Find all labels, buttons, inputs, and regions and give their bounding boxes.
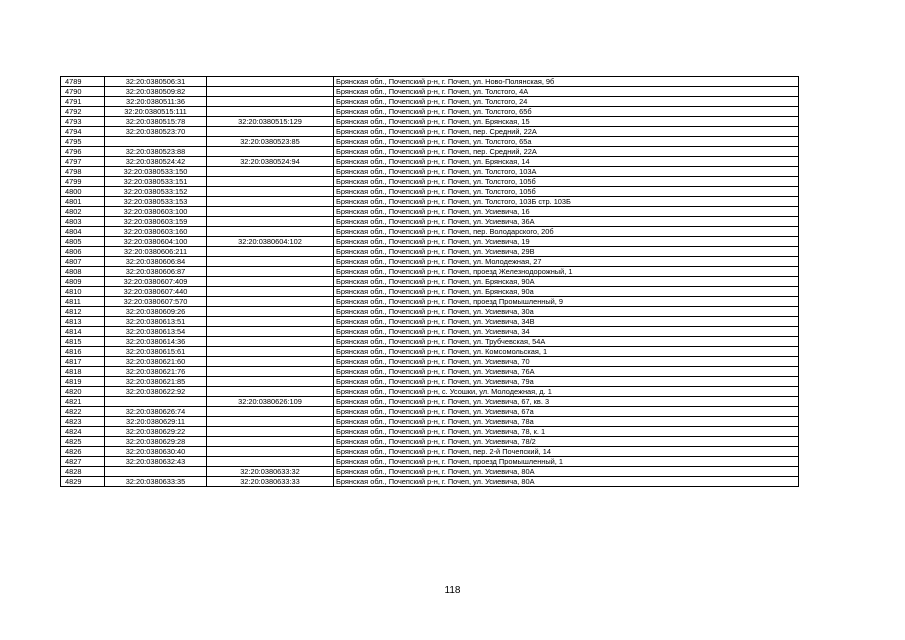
table-row xyxy=(61,137,799,147)
cadastral-number-cell: 32:20:0380509:82 xyxy=(105,87,207,97)
row-number-cell: 4820 xyxy=(61,387,105,397)
row-number-cell: 4804 xyxy=(61,227,105,237)
address-cell: Брянская обл., Почепский р-н, г. Почеп, ул. Усиевича, 80А xyxy=(334,467,799,477)
table-row xyxy=(61,237,799,247)
address-cell: Брянская обл., Почепский р-н, г. Почеп, ул. Усиевича, 79а xyxy=(334,377,799,387)
linked-cadastral-number-cell xyxy=(207,417,334,427)
row-number-cell: 4817 xyxy=(61,357,105,367)
cadastral-number-cell: 32:20:0380629:28 xyxy=(105,437,207,447)
table-row xyxy=(61,417,799,427)
table-row xyxy=(61,477,799,487)
address-cell: Брянская обл., Почепский р-н, г. Почеп, ул. Усиевича, 30а xyxy=(334,307,799,317)
row-number-cell: 4814 xyxy=(61,327,105,337)
table-row xyxy=(61,287,799,297)
address-cell: Брянская обл., Почепский р-н, г. Почеп, ул. Трубчевская, 54А xyxy=(334,337,799,347)
row-number-cell: 4822 xyxy=(61,407,105,417)
cadastral-number-cell: 32:20:0380629:22 xyxy=(105,427,207,437)
linked-cadastral-number-cell xyxy=(207,227,334,237)
address-cell: Брянская обл., Почепский р-н, г. Почеп, ул. Усиевича, 67а xyxy=(334,407,799,417)
linked-cadastral-number-cell: 32:20:0380633:33 xyxy=(207,477,334,487)
row-number-cell: 4795 xyxy=(61,137,105,147)
cadastral-number-cell: 32:20:0380603:100 xyxy=(105,207,207,217)
table-row xyxy=(61,427,799,437)
address-cell: Брянская обл., Почепский р-н, г. Почеп, пер. Средний, 22А xyxy=(334,127,799,137)
cadastral-number-cell: 32:20:0380533:150 xyxy=(105,167,207,177)
cadastral-number-cell: 32:20:0380515:111 xyxy=(105,107,207,117)
address-cell: Брянская обл., Почепский р-н, г. Почеп, ул. Усиевича, 16 xyxy=(334,207,799,217)
linked-cadastral-number-cell xyxy=(207,387,334,397)
table-row xyxy=(61,317,799,327)
linked-cadastral-number-cell xyxy=(207,447,334,457)
linked-cadastral-number-cell xyxy=(207,357,334,367)
row-number-cell: 4810 xyxy=(61,287,105,297)
row-number-cell: 4805 xyxy=(61,237,105,247)
table-row xyxy=(61,457,799,467)
linked-cadastral-number-cell: 32:20:0380626:109 xyxy=(207,397,334,407)
cadastral-number-cell: 32:20:0380633:35 xyxy=(105,477,207,487)
table-row xyxy=(61,327,799,337)
address-cell: Брянская обл., Почепский р-н, г. Почеп, ул. Ново-Полянская, 9б xyxy=(334,77,799,87)
row-number-cell: 4792 xyxy=(61,107,105,117)
linked-cadastral-number-cell xyxy=(207,147,334,157)
table-row xyxy=(61,307,799,317)
cadastral-number-cell: 32:20:0380515:78 xyxy=(105,117,207,127)
row-number-cell: 4798 xyxy=(61,167,105,177)
linked-cadastral-number-cell: 32:20:0380515:129 xyxy=(207,117,334,127)
registry-table xyxy=(60,76,799,487)
cadastral-number-cell: 32:20:0380606:211 xyxy=(105,247,207,257)
cadastral-number-cell: 32:20:0380613:51 xyxy=(105,317,207,327)
row-number-cell: 4800 xyxy=(61,187,105,197)
row-number-cell: 4824 xyxy=(61,427,105,437)
row-number-cell: 4811 xyxy=(61,297,105,307)
address-cell: Брянская обл., Почепский р-н, г. Почеп, ул. Усиевича, 76А xyxy=(334,367,799,377)
row-number-cell: 4799 xyxy=(61,177,105,187)
cadastral-number-cell: 32:20:0380629:11 xyxy=(105,417,207,427)
linked-cadastral-number-cell xyxy=(207,267,334,277)
address-cell: Брянская обл., Почепский р-н, г. Почеп, ул. Брянская, 14 xyxy=(334,157,799,167)
row-number-cell: 4826 xyxy=(61,447,105,457)
linked-cadastral-number-cell xyxy=(207,107,334,117)
cadastral-number-cell: 32:20:0380603:160 xyxy=(105,227,207,237)
address-cell: Брянская обл., Почепский р-н, г. Почеп, пер. Володарского, 20б xyxy=(334,227,799,237)
table-body xyxy=(61,77,799,487)
cadastral-number-cell xyxy=(105,137,207,147)
table-row xyxy=(61,147,799,157)
row-number-cell: 4797 xyxy=(61,157,105,167)
linked-cadastral-number-cell xyxy=(207,327,334,337)
table-row xyxy=(61,207,799,217)
table-row xyxy=(61,247,799,257)
linked-cadastral-number-cell: 32:20:0380604:102 xyxy=(207,237,334,247)
address-cell: Брянская обл., Почепский р-н, г. Почеп, ул. Усиевича, 36А xyxy=(334,217,799,227)
table-row xyxy=(61,107,799,117)
address-cell: Брянская обл., Почепский р-н, г. Почеп, ул. Толстого, 4А xyxy=(334,87,799,97)
cadastral-number-cell xyxy=(105,397,207,407)
table-row xyxy=(61,447,799,457)
table-row xyxy=(61,87,799,97)
address-cell: Брянская обл., Почепский р-н, г. Почеп, ул. Толстого, 65б xyxy=(334,107,799,117)
linked-cadastral-number-cell xyxy=(207,257,334,267)
table-row xyxy=(61,267,799,277)
linked-cadastral-number-cell xyxy=(207,457,334,467)
cadastral-number-cell: 32:20:0380614:36 xyxy=(105,337,207,347)
linked-cadastral-number-cell xyxy=(207,167,334,177)
address-cell: Брянская обл., Почепский р-н, г. Почеп, ул. Усиевича, 29В xyxy=(334,247,799,257)
linked-cadastral-number-cell xyxy=(207,377,334,387)
address-cell: Брянская обл., Почепский р-н, г. Почеп, ул. Толстого, 65а xyxy=(334,137,799,147)
address-cell: Брянская обл., Почепский р-н, г. Почеп, ул. Усиевича, 70 xyxy=(334,357,799,367)
table-row xyxy=(61,177,799,187)
address-cell: Брянская обл., Почепский р-н, г. Почеп, ул. Усиевича, 34В xyxy=(334,317,799,327)
address-cell: Брянская обл., Почепский р-н, г. Почеп, пер. 2-й Почепский, 14 xyxy=(334,447,799,457)
table-row xyxy=(61,407,799,417)
linked-cadastral-number-cell xyxy=(207,247,334,257)
address-cell: Брянская обл., Почепский р-н, г. Почеп, ул. Толстого, 105б xyxy=(334,187,799,197)
row-number-cell: 4815 xyxy=(61,337,105,347)
linked-cadastral-number-cell xyxy=(207,407,334,417)
linked-cadastral-number-cell xyxy=(207,77,334,87)
cadastral-number-cell: 32:20:0380626:74 xyxy=(105,407,207,417)
cadastral-number-cell xyxy=(105,467,207,477)
row-number-cell: 4802 xyxy=(61,207,105,217)
table-row xyxy=(61,217,799,227)
table-row xyxy=(61,277,799,287)
linked-cadastral-number-cell xyxy=(207,437,334,447)
linked-cadastral-number-cell xyxy=(207,367,334,377)
linked-cadastral-number-cell xyxy=(207,127,334,137)
cadastral-number-cell: 32:20:0380622:92 xyxy=(105,387,207,397)
linked-cadastral-number-cell xyxy=(207,317,334,327)
cadastral-number-cell: 32:20:0380621:85 xyxy=(105,377,207,387)
linked-cadastral-number-cell xyxy=(207,87,334,97)
address-cell: Брянская обл., Почепский р-н, г. Почеп, ул. Усиевича, 67, кв. 3 xyxy=(334,397,799,407)
table-row xyxy=(61,357,799,367)
row-number-cell: 4789 xyxy=(61,77,105,87)
row-number-cell: 4796 xyxy=(61,147,105,157)
linked-cadastral-number-cell xyxy=(207,187,334,197)
linked-cadastral-number-cell xyxy=(207,427,334,437)
row-number-cell: 4793 xyxy=(61,117,105,127)
cadastral-number-cell: 32:20:0380533:152 xyxy=(105,187,207,197)
table-row xyxy=(61,397,799,407)
address-cell: Брянская обл., Почепский р-н, г. Почеп, ул. Брянская, 15 xyxy=(334,117,799,127)
address-cell: Брянская обл., Почепский р-н, г. Почеп, ул. Брянская, 90а xyxy=(334,287,799,297)
cadastral-number-cell: 32:20:0380523:70 xyxy=(105,127,207,137)
address-cell: Брянская обл., Почепский р-н, г. Почеп, пер. Средний, 22А xyxy=(334,147,799,157)
linked-cadastral-number-cell: 32:20:0380523:85 xyxy=(207,137,334,147)
linked-cadastral-number-cell: 32:20:0380633:32 xyxy=(207,467,334,477)
cadastral-number-cell: 32:20:0380604:100 xyxy=(105,237,207,247)
table-row xyxy=(61,467,799,477)
table-row xyxy=(61,337,799,347)
cadastral-number-cell: 32:20:0380609:26 xyxy=(105,307,207,317)
table-row xyxy=(61,117,799,127)
table-row xyxy=(61,127,799,137)
linked-cadastral-number-cell xyxy=(207,197,334,207)
address-cell: Брянская обл., Почепский р-н, г. Почеп, проезд Железнодорожный, 1 xyxy=(334,267,799,277)
table-row xyxy=(61,97,799,107)
row-number-cell: 4809 xyxy=(61,277,105,287)
cadastral-number-cell: 32:20:0380511:36 xyxy=(105,97,207,107)
linked-cadastral-number-cell xyxy=(207,347,334,357)
cadastral-number-cell: 32:20:0380632:43 xyxy=(105,457,207,467)
cadastral-number-cell: 32:20:0380606:84 xyxy=(105,257,207,267)
row-number-cell: 4823 xyxy=(61,417,105,427)
cadastral-number-cell: 32:20:0380607:409 xyxy=(105,277,207,287)
linked-cadastral-number-cell: 32:20:0380524:94 xyxy=(207,157,334,167)
row-number-cell: 4808 xyxy=(61,267,105,277)
cadastral-number-cell: 32:20:0380533:151 xyxy=(105,177,207,187)
table-row xyxy=(61,197,799,207)
address-cell: Брянская обл., Почепский р-н, г. Почеп, ул. Усиевича, 78, к. 1 xyxy=(334,427,799,437)
address-cell: Брянская обл., Почепский р-н, г. Почеп, проезд Промышленный, 1 xyxy=(334,457,799,467)
row-number-cell: 4812 xyxy=(61,307,105,317)
linked-cadastral-number-cell xyxy=(207,207,334,217)
table-row xyxy=(61,167,799,177)
row-number-cell: 4813 xyxy=(61,317,105,327)
table-row xyxy=(61,387,799,397)
row-number-cell: 4819 xyxy=(61,377,105,387)
cadastral-number-cell: 32:20:0380533:153 xyxy=(105,197,207,207)
row-number-cell: 4829 xyxy=(61,477,105,487)
table-row xyxy=(61,367,799,377)
row-number-cell: 4806 xyxy=(61,247,105,257)
linked-cadastral-number-cell xyxy=(207,307,334,317)
row-number-cell: 4801 xyxy=(61,197,105,207)
cadastral-number-cell: 32:20:0380621:60 xyxy=(105,357,207,367)
address-cell: Брянская обл., Почепский р-н, г. Почеп, ул. Толстого, 105б xyxy=(334,177,799,187)
row-number-cell: 4807 xyxy=(61,257,105,267)
cadastral-number-cell: 32:20:0380523:88 xyxy=(105,147,207,157)
cadastral-number-cell: 32:20:0380524:42 xyxy=(105,157,207,167)
cadastral-number-cell: 32:20:0380621:76 xyxy=(105,367,207,377)
table-row xyxy=(61,187,799,197)
row-number-cell: 4818 xyxy=(61,367,105,377)
row-number-cell: 4816 xyxy=(61,347,105,357)
cadastral-number-cell: 32:20:0380615:61 xyxy=(105,347,207,357)
cadastral-number-cell: 32:20:0380607:570 xyxy=(105,297,207,307)
cadastral-number-cell: 32:20:0380606:87 xyxy=(105,267,207,277)
address-cell: Брянская обл., Почепский р-н, г. Почеп, ул. Толстого, 24 xyxy=(334,97,799,107)
address-cell: Брянская обл., Почепский р-н, г. Почеп, проезд Промышленный, 9 xyxy=(334,297,799,307)
row-number-cell: 4825 xyxy=(61,437,105,447)
cadastral-number-cell: 32:20:0380607:440 xyxy=(105,287,207,297)
table-row xyxy=(61,437,799,447)
table-row xyxy=(61,347,799,357)
table-row xyxy=(61,257,799,267)
address-cell: Брянская обл., Почепский р-н, г. Почеп, ул. Толстого, 103А xyxy=(334,167,799,177)
address-cell: Брянская обл., Почепский р-н, г. Почеп, ул. Усиевича, 19 xyxy=(334,237,799,247)
address-cell: Брянская обл., Почепский р-н, с. Усошки, ул. Молодежная, д. 1 xyxy=(334,387,799,397)
cadastral-number-cell: 32:20:0380506:31 xyxy=(105,77,207,87)
address-cell: Брянская обл., Почепский р-н, г. Почеп, ул. Толстого, 103Б стр. 103Б xyxy=(334,197,799,207)
cadastral-number-cell: 32:20:0380613:54 xyxy=(105,327,207,337)
row-number-cell: 4790 xyxy=(61,87,105,97)
address-cell: Брянская обл., Почепский р-н, г. Почеп, ул. Усиевича, 78/2 xyxy=(334,437,799,447)
linked-cadastral-number-cell xyxy=(207,217,334,227)
address-cell: Брянская обл., Почепский р-н, г. Почеп, ул. Молодежная, 27 xyxy=(334,257,799,267)
table-row xyxy=(61,157,799,167)
cadastral-number-cell: 32:20:0380630:40 xyxy=(105,447,207,457)
page-number: 118 xyxy=(444,585,461,596)
table-row xyxy=(61,77,799,87)
table-row xyxy=(61,297,799,307)
linked-cadastral-number-cell xyxy=(207,337,334,347)
row-number-cell: 4803 xyxy=(61,217,105,227)
linked-cadastral-number-cell xyxy=(207,287,334,297)
row-number-cell: 4827 xyxy=(61,457,105,467)
address-cell: Брянская обл., Почепский р-н, г. Почеп, ул. Брянская, 90А xyxy=(334,277,799,287)
table-row xyxy=(61,227,799,237)
address-cell: Брянская обл., Почепский р-н, г. Почеп, ул. Комсомольская, 1 xyxy=(334,347,799,357)
linked-cadastral-number-cell xyxy=(207,97,334,107)
table-row xyxy=(61,377,799,387)
address-cell: Брянская обл., Почепский р-н, г. Почеп, ул. Усиевича, 80А xyxy=(334,477,799,487)
row-number-cell: 4794 xyxy=(61,127,105,137)
cadastral-number-cell: 32:20:0380603:159 xyxy=(105,217,207,227)
row-number-cell: 4821 xyxy=(61,397,105,407)
row-number-cell: 4828 xyxy=(61,467,105,477)
linked-cadastral-number-cell xyxy=(207,297,334,307)
linked-cadastral-number-cell xyxy=(207,177,334,187)
linked-cadastral-number-cell xyxy=(207,277,334,287)
address-cell: Брянская обл., Почепский р-н, г. Почеп, ул. Усиевича, 34 xyxy=(334,327,799,337)
row-number-cell: 4791 xyxy=(61,97,105,107)
address-cell: Брянская обл., Почепский р-н, г. Почеп, ул. Усиевича, 78а xyxy=(334,417,799,427)
